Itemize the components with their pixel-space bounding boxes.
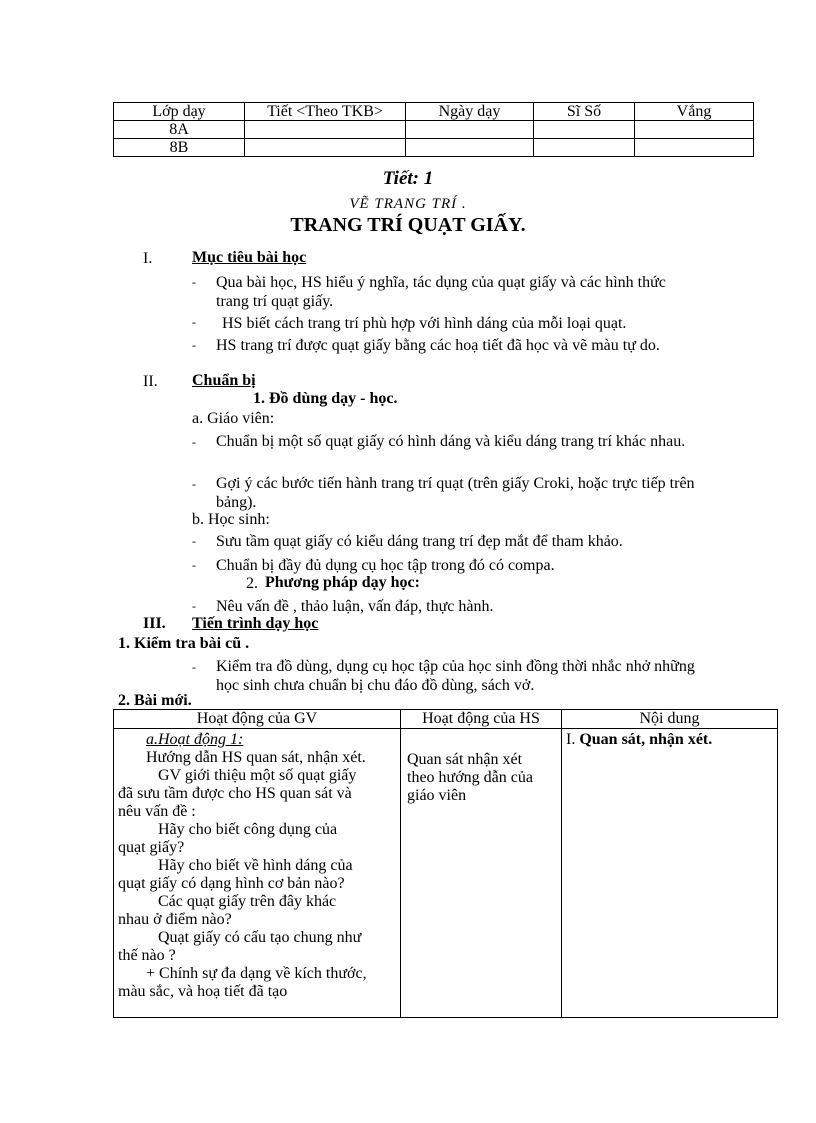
table-row (114, 729, 778, 1018)
bullet-text: Chuẩn bị đầy đủ dụng cụ học tập trong đó có compa. (216, 557, 555, 574)
lesson-plan-table (113, 709, 778, 1018)
content-cell (562, 729, 778, 1018)
table-cell (635, 139, 754, 157)
section-heading: Chuẩn bị (192, 372, 256, 389)
bullet-text: Gợi ý các bước tiến hành trang trí quạt (trên giấy Croki, hoặc trực tiếp trên bảng). (216, 475, 695, 511)
header-cell: Sĩ Số (534, 103, 635, 121)
table-row (114, 121, 754, 139)
subsection-number: 2. (246, 575, 258, 592)
header-cell: Lớp dạy (114, 103, 245, 121)
subsection-heading: Phương pháp dạy học: (265, 574, 420, 591)
bullet-icon: - (192, 275, 196, 289)
bullet-text: Nêu vấn đề , thảo luận, vấn đáp, thực hành. (216, 598, 494, 615)
bullet-text: HS trang trí được quạt giấy bằng các hoạ tiết đã học và vẽ màu tự do. (216, 337, 660, 354)
content-numeral: I. (566, 731, 576, 748)
header-cell: Hoạt động của HS (401, 710, 562, 729)
section-heading: Mục tiêu bài học (192, 249, 307, 266)
subsection-heading: 1. Đồ dùng dạy - học. (253, 390, 398, 407)
bullet-icon: - (192, 534, 196, 548)
subject-line: VẼ TRANG TRÍ . (349, 196, 467, 212)
bullet-text: Qua bài học, HS hiểu ý nghĩa, tác dụng của quạt giấy và các hình thức trang trí quạt giấy. (216, 274, 666, 310)
table-row (114, 103, 754, 121)
section-numeral: I. (143, 250, 153, 267)
table-cell (406, 139, 534, 157)
table-cell: 8A (114, 121, 245, 139)
lesson-number: Tiết: 1 (382, 168, 434, 189)
new-lesson-heading: 2. Bài mới. (118, 692, 192, 709)
header-cell: Nội dung (562, 710, 778, 729)
bullet-icon: - (192, 599, 196, 613)
hs-text: Quan sát nhận xét theo hướng dẫn của giáo viên (407, 751, 533, 804)
gv-line: Hãy cho biết về hình dáng của quạt giấy có dạng hình cơ bản nào? (118, 857, 353, 892)
gv-line: GV giới thiệu một số quạt giấy đã sưu tầm được cho HS quan sát và nêu vấn đề : (118, 767, 357, 820)
bullet-text: Sưu tầm quạt giấy có kiểu dáng trang trí đẹp mắt để tham khảo. (216, 533, 623, 550)
table-cell (635, 121, 754, 139)
bullet-icon: - (192, 435, 196, 449)
content-heading: Quan sát, nhận xét. (579, 731, 713, 748)
section-numeral: III. (143, 615, 166, 632)
bullet-text: Chuẩn bị một số quạt giấy có hình dáng và kiểu dáng trang trí khác nhau. (216, 433, 686, 450)
class-info-table (113, 102, 754, 157)
hs-cell (401, 729, 562, 1018)
table-row (114, 710, 778, 729)
table-cell (534, 139, 635, 157)
header-cell: Tiết <Theo TKB> (245, 103, 406, 121)
header-cell: Ngày dạy (406, 103, 534, 121)
gv-line: Hãy cho biết công dụng của quạt giấy? (118, 821, 338, 856)
header-cell: Vắng (635, 103, 754, 121)
gv-line: Hướng dẫn HS quan sát, nhận xét. (146, 749, 366, 766)
gv-line: + Chính sự đa dạng về kích thước, màu sắc, và hoạ tiết đã tạo (118, 965, 367, 1000)
bullet-icon: - (192, 315, 196, 329)
bullet-icon: - (192, 477, 196, 491)
section-heading: Tiến trình dạy học (192, 615, 319, 632)
gv-line: Quạt giấy có cấu tạo chung như thế nào ? (118, 929, 362, 964)
teacher-label: a. Giáo viên: (192, 410, 275, 427)
table-cell (534, 121, 635, 139)
student-label: b. Học sinh: (192, 511, 270, 528)
bullet-icon: - (192, 660, 196, 674)
section-numeral: II. (143, 373, 158, 390)
table-row (114, 139, 754, 157)
header-cell: Hoạt động của GV (114, 710, 401, 729)
bullet-icon: - (192, 338, 196, 352)
check-heading: 1. Kiểm tra bài cũ . (118, 635, 250, 652)
table-cell (406, 121, 534, 139)
activity-label: a.Hoạt động 1: (146, 731, 244, 748)
table-cell (245, 121, 406, 139)
bullet-icon: - (192, 558, 196, 572)
lesson-title: TRANG TRÍ QUẠT GIẤY. (290, 214, 526, 236)
gv-cell (114, 729, 401, 1018)
gv-line: Các quạt giấy trên đây khác nhau ở điểm nào? (118, 893, 337, 928)
bullet-text: Kiểm tra đồ dùng, dụng cụ học tập của học sinh đồng thời nhắc nhở những học sinh chưa chuẩn bị chu đáo đồ dùng, sách vở. (216, 658, 695, 694)
bullet-text: HS biết cách trang trí phù hợp với hình dáng của mỗi loại quạt. (222, 315, 627, 332)
table-cell (245, 139, 406, 157)
table-cell: 8B (114, 139, 245, 157)
